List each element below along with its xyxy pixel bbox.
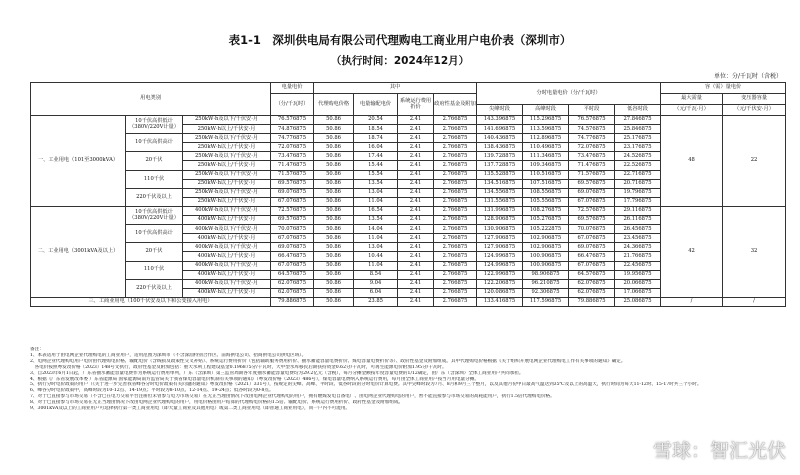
price-cell: 124.996875 [477, 252, 523, 261]
price-cell: 117.596875 [523, 297, 569, 306]
price-cell: 108.276875 [523, 206, 569, 215]
price-cell: 2.766875 [434, 152, 477, 161]
price-cell: 19.956875 [615, 270, 661, 279]
price-cell: 9.04 [354, 279, 398, 288]
price-cell: 2.766875 [434, 279, 477, 288]
price-cell: 2.766875 [434, 170, 477, 179]
tier-label: 400kW·h以上/千伏安·月 [183, 216, 271, 225]
price-cell: 8.54 [354, 270, 398, 279]
price-cell: 26.116875 [615, 216, 661, 225]
price-cell: 50.86 [314, 243, 354, 252]
header-transformer: 变压器容量 [723, 94, 786, 105]
price-cell: 2.766875 [434, 270, 477, 279]
price-cell: 50.86 [314, 134, 354, 143]
price-cell: 17.796875 [615, 197, 661, 206]
price-cell: 17.066875 [615, 288, 661, 297]
price-cell: 67.076875 [271, 234, 314, 243]
price-cell: 70.076875 [271, 225, 314, 234]
price-cell: 134.556875 [477, 188, 523, 197]
price-cell: 2.41 [398, 125, 434, 134]
tier-label: 400kW·h及以下/千伏安·月 [183, 206, 271, 215]
header-peak-extreme: 尖峰时段 [477, 105, 523, 116]
price-cell: 13.54 [354, 179, 398, 188]
price-cell: 10.44 [354, 252, 398, 261]
price-cell: 71.476875 [569, 161, 615, 170]
price-cell: 11.04 [354, 197, 398, 206]
price-cell: 107.516875 [523, 179, 569, 188]
price-cell: 2.41 [398, 179, 434, 188]
price-cell: 2.41 [398, 197, 434, 206]
price-cell: 2.766875 [434, 179, 477, 188]
price-cell: 69.076875 [569, 243, 615, 252]
price-cell: 69.576875 [271, 216, 314, 225]
price-cell: 22.716875 [615, 170, 661, 179]
subcategory-label: 110千伏 [126, 170, 183, 188]
price-cell: 2.41 [398, 270, 434, 279]
price-cell: 2.41 [398, 252, 434, 261]
price-cell: 2.41 [398, 116, 434, 125]
price-cell: 15.44 [354, 161, 398, 170]
tier-label: 250kW·h及以下/千伏安·月 [183, 134, 271, 143]
price-cell: 50.86 [314, 170, 354, 179]
price-cell: 134.516875 [477, 179, 523, 188]
price-cell: 69.576875 [271, 179, 314, 188]
price-cell: 2.41 [398, 288, 434, 297]
note-line: 5、执行分时电价政策的用户（《关于进一步完善我省峰谷分时电价政策有关问题的通知》粤发改价格（2021）331号），按规定的尖峰、高峰、平时段、低谷时段的分时电价计算电费。其中尖峰时段为7月、8月和9月三个整月，以及其他月份中日最高气温达到35℃及以上的高温天，执行时间为每天11-12时、15-17时共三个小时。 [30, 382, 702, 388]
group-label: 一、工业用电（101至3000kVA） [31, 116, 126, 207]
subcategory-label: 220千伏及以上 [126, 279, 183, 297]
price-cell: 50.86 [314, 125, 354, 134]
note-line: 2、电网企业代理购电用户电价由代理购电价格、输配电价（含线损及政策性交叉补贴）、系统运行费用折价（包括辅助服务费用折价、抽水蓄能容量电费折价、煤电容量电费折价等）、政府性基金及附加组成。其中代理购电价格根据《关于组织开展电网企业代理购电工作有关事项的通知》确定。 [30, 358, 626, 364]
transformer-cell: 22 [723, 116, 786, 207]
price-cell: 20.066875 [615, 279, 661, 288]
price-cell: 23.176875 [615, 143, 661, 152]
price-cell: 115.296875 [523, 116, 569, 125]
transformer-cell: / [723, 297, 786, 306]
price-cell: 16.04 [354, 143, 398, 152]
price-cell: 50.86 [314, 206, 354, 215]
price-cell: 66.476875 [569, 252, 615, 261]
price-cell: 2.41 [398, 152, 434, 161]
price-cell: 50.86 [314, 197, 354, 206]
price-cell: 2.41 [398, 134, 434, 143]
tier-label: 250kW·h及以下/千伏安·月 [183, 170, 271, 179]
price-cell: 2.766875 [434, 143, 477, 152]
price-cell: 23.456875 [615, 234, 661, 243]
price-cell: 131.556875 [477, 197, 523, 206]
price-cell: 50.86 [314, 216, 354, 225]
header-system: 系统运行费用折价 [398, 94, 434, 116]
tariff-body [31, 116, 786, 307]
tier-label: 250kW·h以上/千伏安·月 [183, 125, 271, 134]
price-cell: 20.716875 [615, 179, 661, 188]
price-cell: 62.076875 [569, 279, 615, 288]
header-price-unit: （分/千瓦时） [271, 94, 314, 116]
header-tou: 分时电量电价（分/千瓦时） [477, 83, 661, 105]
price-cell: 50.86 [314, 288, 354, 297]
price-cell: 73.476875 [271, 152, 314, 161]
tier-label: 400kW·h以上/千伏安·月 [183, 288, 271, 297]
tier-label: 400kW·h及以下/千伏安·月 [183, 261, 271, 270]
max-demand-cell: / [661, 297, 723, 306]
price-cell: 72.076875 [271, 143, 314, 152]
tier-label: 250kW·h以上/千伏安·月 [183, 197, 271, 206]
price-cell: 2.766875 [434, 261, 477, 270]
price-cell: 18.74 [354, 134, 398, 143]
unit-label: 单位：分/千瓦时（含税） [713, 73, 782, 80]
price-cell: 2.766875 [434, 234, 477, 243]
price-cell: 2.766875 [434, 188, 477, 197]
header-agency: 代理购电价格 [314, 94, 354, 116]
price-cell: 135.528875 [477, 170, 523, 179]
price-cell: 110.496875 [523, 143, 569, 152]
price-cell: 76.576875 [569, 116, 615, 125]
price-cell: 69.076875 [271, 188, 314, 197]
price-cell: 71.576875 [271, 170, 314, 179]
price-cell: 22.456875 [615, 261, 661, 270]
transformer-cell: 32 [723, 206, 786, 297]
subcategory-label: 10千伏高供低计（380V/220V计量） [126, 116, 183, 134]
price-cell: 67.076875 [271, 261, 314, 270]
price-cell: 2.41 [398, 161, 434, 170]
price-cell: 67.076875 [569, 234, 615, 243]
tier-label: 400kW·h以上/千伏安·月 [183, 252, 271, 261]
price-cell: 92.306875 [523, 288, 569, 297]
price-cell: 139.728875 [477, 152, 523, 161]
price-cell: 13.04 [354, 188, 398, 197]
price-cell: 111.346875 [523, 152, 569, 161]
price-cell: 72.076875 [569, 143, 615, 152]
price-cell: 72.576875 [271, 206, 314, 215]
price-cell: 27.846875 [615, 116, 661, 125]
tier-label: 250kW·h以上/千伏安·月 [183, 179, 271, 188]
price-cell: 62.076875 [569, 288, 615, 297]
price-cell: 110.516875 [523, 170, 569, 179]
price-cell: 120.086875 [477, 288, 523, 297]
price-cell: 50.86 [314, 225, 354, 234]
price-cell: 62.076875 [271, 279, 314, 288]
price-cell: 64.576875 [569, 270, 615, 279]
table-row-bottom [31, 297, 786, 306]
price-cell: 79.886875 [569, 297, 615, 306]
price-cell: 96.210875 [523, 279, 569, 288]
price-cell: 133.416875 [477, 297, 523, 306]
price-cell: 13.04 [354, 243, 398, 252]
price-cell: 140.436875 [477, 134, 523, 143]
price-cell: 71.576875 [569, 170, 615, 179]
price-cell: 50.86 [314, 297, 354, 306]
price-cell: 2.766875 [434, 225, 477, 234]
note-line: 9、3001kVA及以上的工商业用户可选择执行第一类工商业用电（即大量工商业及其他用电）或第二类工商业用电（即普通工商业用电），同一户内不可混用。 [30, 406, 351, 412]
price-cell: 2.766875 [434, 206, 477, 215]
price-cell: 2.766875 [434, 161, 477, 170]
price-cell: 26.456875 [615, 225, 661, 234]
price-cell: 67.076875 [569, 261, 615, 270]
price-cell: 11.04 [354, 234, 398, 243]
price-cell: 25.176875 [615, 134, 661, 143]
price-cell: 50.86 [314, 143, 354, 152]
tier-label: 400kW·h及以下/千伏安·月 [183, 243, 271, 252]
price-cell: 50.86 [314, 188, 354, 197]
price-cell: 2.766875 [434, 252, 477, 261]
price-cell: 13.54 [354, 216, 398, 225]
price-cell: 98.906875 [523, 270, 569, 279]
header-cap-unit-1: （元/千瓦·月） [661, 105, 723, 116]
price-cell: 29.116875 [615, 206, 661, 215]
price-cell: 50.86 [314, 116, 354, 125]
price-cell: 102.906875 [523, 243, 569, 252]
price-cell: 2.41 [398, 170, 434, 179]
price-cell: 2.766875 [434, 297, 477, 306]
price-cell: 105.556875 [523, 197, 569, 206]
subcategory-label: 110千伏 [126, 261, 183, 279]
tariff-table [30, 82, 786, 307]
price-cell: 100.906875 [523, 261, 569, 270]
price-cell: 17.44 [354, 152, 398, 161]
price-cell: 74.576875 [569, 125, 615, 134]
max-demand-cell: 42 [661, 206, 723, 297]
price-cell: 2.766875 [434, 216, 477, 225]
price-cell: 2.41 [398, 243, 434, 252]
price-cell: 105.276875 [523, 216, 569, 225]
price-cell: 18.54 [354, 125, 398, 134]
note-line: 6、峰谷分时电价政策中，高峰时段为10-12点、14-19点；平时段为8-10点、12-14点、19-24点；低谷时段为0-8点。 [30, 388, 274, 394]
price-cell: 69.576875 [569, 179, 615, 188]
price-cell: 2.766875 [434, 134, 477, 143]
price-cell: 2.41 [398, 261, 434, 270]
tier-label: 250kW·h以上/千伏安·月 [183, 143, 271, 152]
notes-section [30, 347, 785, 412]
bottom-row-label: 三、工商业用电（100千伏安及以下和公变接入用电） [31, 297, 271, 306]
header-flat: 平时段 [569, 105, 615, 116]
price-cell: 130.906875 [477, 225, 523, 234]
price-cell: 69.076875 [569, 188, 615, 197]
tier-label: 400kW·h及以下/千伏安·月 [183, 225, 271, 234]
watermark [627, 436, 786, 463]
price-cell: 2.766875 [434, 116, 477, 125]
note-line: 各电价按照粤发改价格（2023）148号文执行，政府性基金及附加包括：重大水利工程建设基金0.196875分/千瓦时，大中型水库移民后期扶持资金0.62分/千瓦时，可再生能源电价附加1.95分/千瓦时。 [30, 364, 447, 370]
price-cell: 128.906875 [477, 216, 523, 225]
price-cell: 113.596875 [523, 125, 569, 134]
header-capacity: 容（需）量电价 [661, 83, 786, 94]
price-cell: 11.04 [354, 261, 398, 270]
price-cell: 50.86 [314, 270, 354, 279]
price-cell: 102.906875 [523, 234, 569, 243]
price-cell: 2.41 [398, 279, 434, 288]
price-cell: 127.906875 [477, 234, 523, 243]
price-cell: 50.86 [314, 252, 354, 261]
header-fund: 政府性基金及附加 [434, 94, 477, 116]
price-cell: 50.86 [314, 261, 354, 270]
header-max-demand: 最大需量 [661, 94, 723, 105]
note-line: 4、根据《广东省发展改革委 广东省能源局 国家能源局南方监管局关于我省煤电容量电价机制有关事项的通知》（粤发改价格（2023）486号），煤电容量电费纳入系统运行费用，每月由全体工商业用户按当月用电量分摊。 [30, 376, 479, 382]
price-cell: 72.576875 [569, 206, 615, 215]
price-cell: 2.766875 [434, 125, 477, 134]
price-cell: 76.576875 [271, 116, 314, 125]
price-cell: 105.222875 [523, 225, 569, 234]
price-cell: 2.766875 [434, 288, 477, 297]
price-cell: 2.41 [398, 206, 434, 215]
subcategory-label: 10千伏高供高计 [126, 134, 183, 152]
price-cell: 67.076875 [569, 197, 615, 206]
note-line: 3、自2023年6月1日起，广东省抽水蓄能容量电费作为系统运行费用单列，广东（含深圳）第三监管周期各年度抽水蓄能容量电费均为29.2亿元（含税），每月分摊金额按年度容量电费的1/12确定，由广东（含深圳）全体工商业用户共同承担。 [30, 370, 524, 376]
price-cell: 50.86 [314, 279, 354, 288]
price-cell: 25.086875 [615, 297, 661, 306]
price-cell: 2.41 [398, 143, 434, 152]
tier-label: 400kW·h以上/千伏安·月 [183, 234, 271, 243]
table-row [31, 206, 786, 215]
tier-label: 250kW·h及以下/千伏安·月 [183, 152, 271, 161]
price-cell: 2.41 [398, 188, 434, 197]
group-label: 二、工业用电（3001kVA及以上） [31, 206, 126, 297]
snowball-logo-icon [627, 439, 649, 461]
price-cell: 15.54 [354, 170, 398, 179]
header-cap-unit-2: （元/千伏安·月） [723, 105, 786, 116]
price-cell: 70.076875 [569, 225, 615, 234]
price-cell: 109.346875 [523, 161, 569, 170]
price-cell: 124.996875 [477, 261, 523, 270]
subcategory-label: 10千伏高供低计（380V/220V计量） [126, 206, 183, 224]
price-cell: 6.04 [354, 288, 398, 297]
price-cell: 20.54 [354, 116, 398, 125]
watermark-text: 雪球：智汇光伏 [652, 440, 786, 462]
price-cell: 16.54 [354, 206, 398, 215]
table-subtitle: （执行时间：2024年12月） [330, 55, 470, 67]
price-cell: 143.396875 [477, 116, 523, 125]
price-cell: 24.366875 [615, 243, 661, 252]
price-cell: 50.86 [314, 152, 354, 161]
price-cell: 67.076875 [271, 197, 314, 206]
price-cell: 79.886875 [271, 297, 314, 306]
price-cell: 50.86 [314, 179, 354, 188]
price-cell: 21.766875 [615, 252, 661, 261]
header-transmission: 电量输配电价 [354, 94, 398, 116]
tier-label: 250kW·h及以下/千伏安·月 [183, 188, 271, 197]
table-row [31, 116, 786, 125]
subcategory-label: 10千伏高供高计 [126, 225, 183, 243]
price-cell: 2.766875 [434, 243, 477, 252]
price-cell: 127.906875 [477, 243, 523, 252]
header-category: 用电类别 [31, 83, 271, 116]
price-cell: 73.476875 [569, 152, 615, 161]
price-cell: 2.41 [398, 234, 434, 243]
price-cell: 2.766875 [434, 197, 477, 206]
tier-label: 250kW·h以上/千伏安·月 [183, 161, 271, 170]
price-cell: 74.876875 [271, 125, 314, 134]
price-cell: 141.696875 [477, 125, 523, 134]
price-cell: 50.86 [314, 234, 354, 243]
table-title: 表1-1 深圳供电局有限公司代理购电工商业用户电价表（深圳市） [228, 33, 572, 47]
price-cell: 122.206875 [477, 279, 523, 288]
price-cell: 22.526875 [615, 161, 661, 170]
price-cell: 2.41 [398, 297, 434, 306]
price-cell: 66.476875 [271, 252, 314, 261]
price-cell: 69.076875 [271, 243, 314, 252]
header-price: 电量电价 [271, 83, 314, 94]
note-line: 备注： [30, 347, 44, 352]
note-line: 1、本表适用于由电网企业代理购电的工商业用户，适用范围为深圳市（不含深汕特别合作区、前海供电公司、招商供电公司供电区域）。 [30, 352, 307, 358]
header-valley: 低谷时段 [615, 105, 661, 116]
price-cell: 62.076875 [271, 288, 314, 297]
price-cell: 19.796875 [615, 188, 661, 197]
note-line: 8、对于已直接参与市场交易在无正当理由情况下改由电网企业代理购电的用户，用电价格由用户结算的代理购电价格的1.5倍、输配电价、系统运行费用折价、政府性基金及附加组成。 [30, 400, 404, 406]
price-cell: 2.41 [398, 216, 434, 225]
price-cell: 122.996875 [477, 270, 523, 279]
price-cell: 112.896875 [523, 134, 569, 143]
price-cell: 50.86 [314, 161, 354, 170]
price-cell: 2.41 [398, 225, 434, 234]
price-cell: 25.846875 [615, 125, 661, 134]
price-cell: 14.04 [354, 225, 398, 234]
price-cell: 24.526875 [615, 152, 661, 161]
header-peak: 高峰时段 [523, 105, 569, 116]
price-cell: 23.85 [354, 297, 398, 306]
price-cell: 64.576875 [271, 270, 314, 279]
header-of-which: 其中 [314, 83, 477, 94]
price-cell: 138.436875 [477, 143, 523, 152]
price-cell: 71.476875 [271, 161, 314, 170]
subcategory-label: 20千伏 [126, 152, 183, 170]
price-cell: 137.728875 [477, 161, 523, 170]
tier-label: 400kW·h以上/千伏安·月 [183, 270, 271, 279]
note-line: 7、对于已直接参与市场交易（不含已在电力交易平台注册但未曾参与电力市场交易）在无正当理由情况下改由电网企业代理购电的用户，拥有燃煤发电自备电厂、由电网企业代理购电的用户，暂不能直接参与市场交易的高耗能用户，执行1.5倍代理购电价格。 [30, 394, 555, 400]
price-cell: 108.556875 [523, 188, 569, 197]
price-cell: 100.906875 [523, 252, 569, 261]
price-cell: 74.776875 [271, 134, 314, 143]
price-cell: 131.996875 [477, 206, 523, 215]
price-cell: 74.776875 [569, 134, 615, 143]
price-cell: 69.576875 [569, 216, 615, 225]
max-demand-cell: 48 [661, 116, 723, 207]
subcategory-label: 20千伏 [126, 243, 183, 261]
subcategory-label: 220千伏及以上 [126, 188, 183, 206]
tier-label: 400kW·h及以下/千伏安·月 [183, 279, 271, 288]
tier-label: 250kW·h及以下/千伏安·月 [183, 116, 271, 125]
